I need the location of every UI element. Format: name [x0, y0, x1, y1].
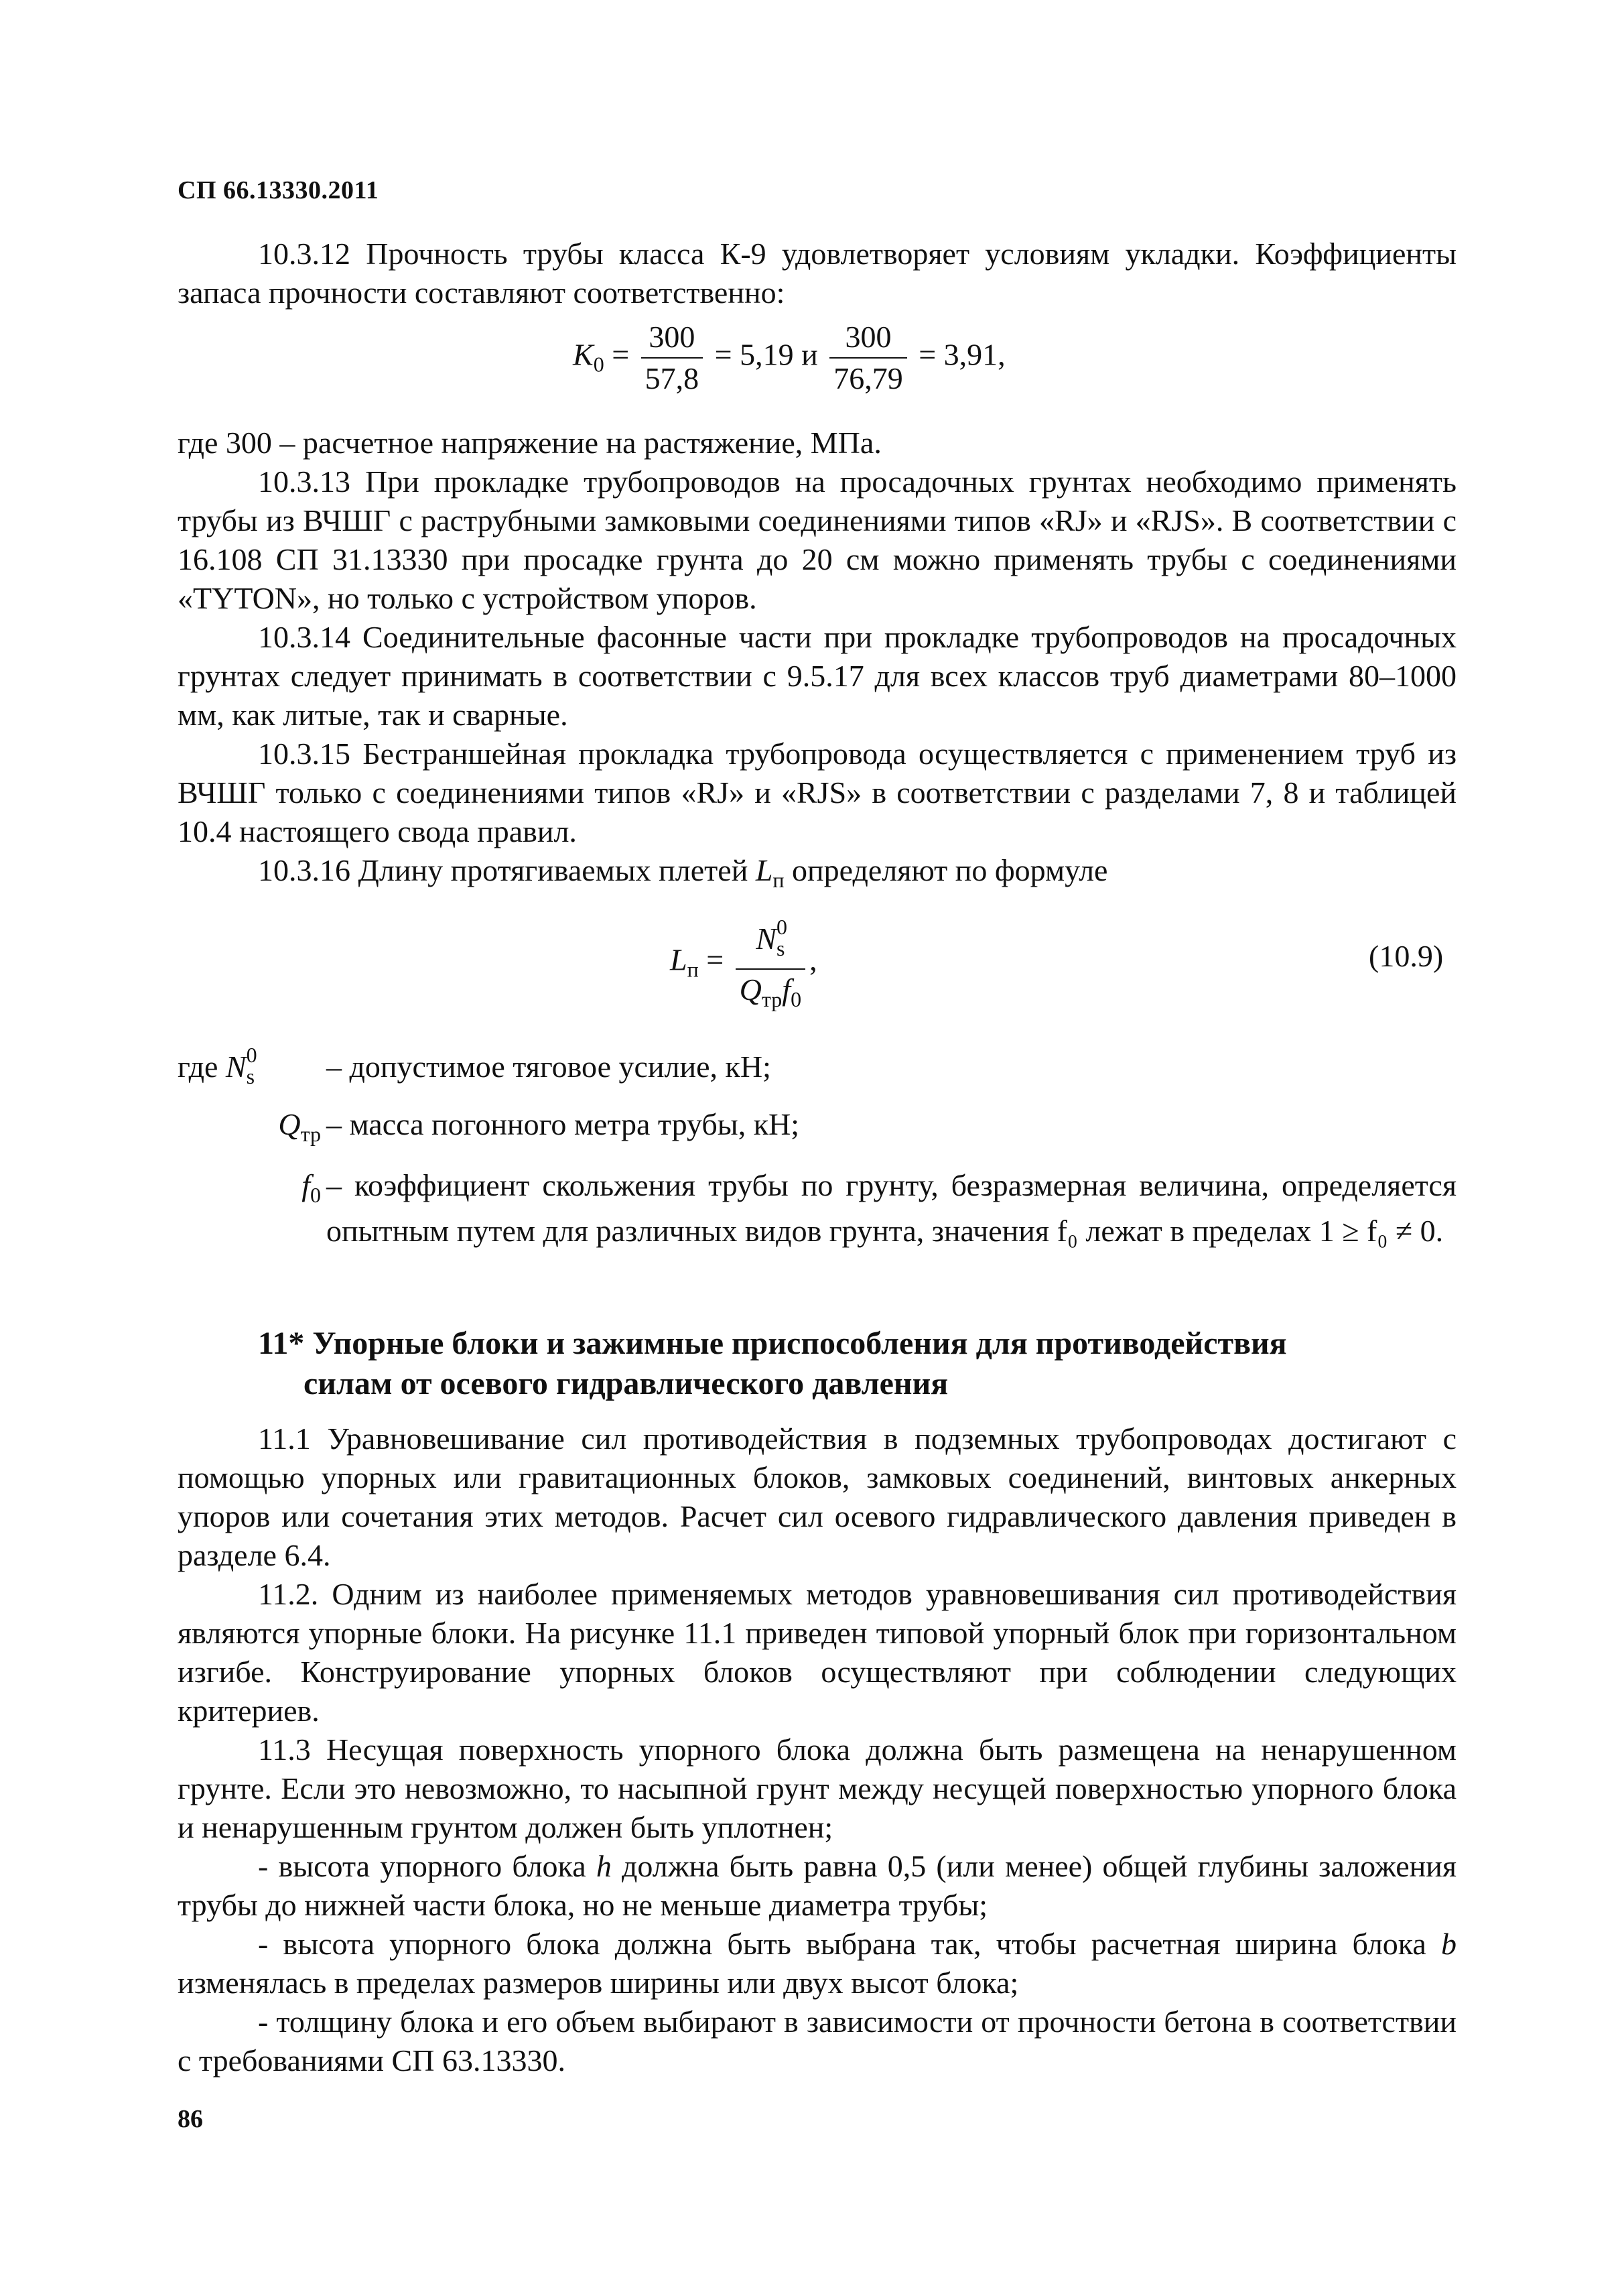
definition-text: – допустимое тяговое усилие, кН; — [326, 1049, 771, 1084]
fraction-denominator: 76,79 — [833, 361, 903, 395]
criteria-text: - толщину блока и его объем выбирают в зависимости от прочности бетона в соответствии с требованиями СП 63.13330. — [178, 2004, 1457, 2078]
definition-prefix: где — [178, 1049, 226, 1084]
definition-subscript: тр — [300, 1122, 321, 1146]
numerator-superscript: 0 — [776, 915, 787, 939]
fraction-numerator: 300 — [641, 318, 703, 359]
denominator-subscript-f: 0 — [791, 987, 802, 1011]
denominator-symbol-f: f — [782, 972, 791, 1007]
formula-symbol: K — [573, 337, 594, 372]
definition-term — [178, 1105, 326, 1153]
fraction — [736, 908, 805, 1018]
fraction-denominator: 57,8 — [645, 361, 699, 395]
paragraph-10-3-16 — [178, 851, 1457, 899]
criteria-item — [178, 1925, 1457, 2002]
paragraph-where-300: где 300 – расчетное напряжение на растяжение, МПа. — [178, 426, 882, 460]
equation-number: (10.9) — [1369, 939, 1444, 973]
formula-equals: = — [706, 942, 724, 977]
numerator-symbol: N — [756, 921, 776, 956]
criteria-text: - высота упорного блока должна быть выбрана так, чтобы расчетная ширина блока — [258, 1927, 1441, 1961]
fraction-2 — [829, 318, 907, 397]
page-number: 86 — [178, 2105, 203, 2133]
definition-subscript: s — [246, 1064, 255, 1088]
paragraph-11-2: 11.2. Одним из наиболее применяемых методов уравновешивания сил противодействия являются упорные блоки. На рисунке 11.1 приведен типовой упорный блок при горизонтальном изгибе. Конструирование упорных блоков осуществляют при соблюдении следующих критериев. — [178, 1577, 1457, 1728]
paragraph-text: определяют по формуле — [784, 853, 1108, 887]
formula-pull-length — [670, 908, 817, 1018]
definition-superscript: 0 — [246, 1043, 257, 1067]
definition-subscript: 0 — [310, 1183, 321, 1207]
fraction-1 — [641, 318, 703, 397]
definition-row — [178, 1105, 1457, 1153]
paragraph-block-10-3 — [178, 424, 1457, 899]
definition-symbol: N — [225, 1049, 247, 1084]
definition-row — [178, 1163, 1457, 1254]
definitions-list — [178, 1035, 1457, 1254]
definition-row — [178, 1035, 1457, 1096]
paragraph-10-3-12 — [178, 235, 1457, 312]
formula-subscript: п — [687, 957, 699, 982]
document-code: СП 66.13330.2011 — [178, 176, 379, 204]
criteria-item — [178, 1847, 1457, 1925]
heading-line-2: силам от осевого гидравлического давления — [303, 1366, 949, 1401]
fraction-denominator — [736, 970, 805, 1018]
paragraph-text: 10.3.12 Прочность трубы класса К-9 удовлетворяет условиям укладки. Коэффициенты запаса прочности составляют соответственно: — [178, 237, 1457, 310]
formula-result-2: = 3,91, — [919, 337, 1006, 372]
paragraph-10-3-14: 10.3.14 Соединительные фасонные части при прокладке трубопроводов на просадочных грунтах следует принимать в соответствии с 9.5.17 для всех классов труб диаметрами 80–1000 мм, как литые, так и сварные. — [178, 620, 1457, 732]
fraction-numerator — [736, 908, 805, 970]
fraction-numerator: 300 — [829, 318, 907, 359]
formula-conjunction: и — [801, 337, 818, 372]
denominator-subscript-q: тр — [761, 987, 783, 1011]
definition-symbol: f — [301, 1168, 310, 1202]
variable-symbol: L — [755, 853, 773, 887]
paragraph-10-3-15: 10.3.15 Бестраншейная прокладка трубопровода осуществляется с применением труб из ВЧШГ только с соединениями типов «RJ» и «RJS» в соответствии с разделами 7, 8 и таблицей 10.4 настоящего свода правил. — [178, 737, 1457, 848]
definition-term — [178, 1166, 326, 1214]
variable-subscript: п — [772, 868, 785, 892]
paragraph-text: 10.3.16 Длину протягиваемых плетей — [258, 853, 756, 887]
paragraph-11-3: 11.3 Несущая поверхность упорного блока должна быть размещена на ненарушенном грунте. Если это невозможно, то насыпной грунт между несущей поверхностью упорного блока и ненарушенным грунтом должен быть уплотнен; — [178, 1732, 1457, 1844]
heading-line-1: 11* Упорные блоки и зажимные приспособления для противодействия — [258, 1326, 1287, 1361]
formula-tail: , — [809, 942, 817, 977]
formula-equals: = — [612, 337, 630, 372]
section-11-body — [178, 1419, 1457, 2080]
formula-result-1: = 5,19 — [714, 337, 794, 372]
formula-safety-factors — [573, 318, 1006, 397]
criteria-variable: h — [596, 1849, 612, 1883]
definition-symbol: Q — [278, 1107, 301, 1141]
definition-text: – масса погонного метра трубы, кН; — [326, 1107, 800, 1141]
paragraph-11-1: 11.1 Уравновешивание сил противодействия в подземных трубопроводах достигают с помощью упорных или гравитационных блоков, замковых соединений, винтовых анкерных упоров или сочетания этих методов. Расчет сил осевого гидравлического давления приведен в разделе 6.4. — [178, 1421, 1457, 1572]
formula-subscript: 0 — [593, 352, 604, 377]
denominator-symbol-q: Q — [739, 972, 762, 1007]
numerator-subscript: s — [776, 936, 785, 960]
criteria-text: - высота упорного блока — [258, 1849, 596, 1883]
definition-text: – коэффициент скольжения трубы по грунту, безразмерная величина, определяется опытным путем для различных видов грунта, значения f₀ лежат в пределах 1 ≥ f₀ ≠ 0. — [326, 1168, 1457, 1248]
criteria-text: должна быть равна 0,5 (или менее) общей глубины заложения трубы до нижней части блока, но не меньше диаметра трубы; — [178, 1849, 1457, 1922]
formula-symbol: L — [670, 942, 687, 977]
criteria-text: изменялась в пределах размеров ширины или двух высот блока; — [178, 1966, 1019, 2000]
section-heading-11 — [258, 1324, 1457, 1404]
paragraph-10-3-13: 10.3.13 При прокладке трубопроводов на просадочных грунтах необходимо применять трубы из ВЧШГ с раструбными замковыми соединениями типов «RJ» и «RJS». В соответствии с 16.108 СП 31.13330 при просадке грунта до 20 см можно применять трубы с соединениями «TYTON», но только с устройством упоров. — [178, 464, 1457, 615]
criteria-item — [178, 2002, 1457, 2080]
criteria-variable: b — [1441, 1927, 1457, 1961]
definition-term — [178, 1035, 326, 1096]
